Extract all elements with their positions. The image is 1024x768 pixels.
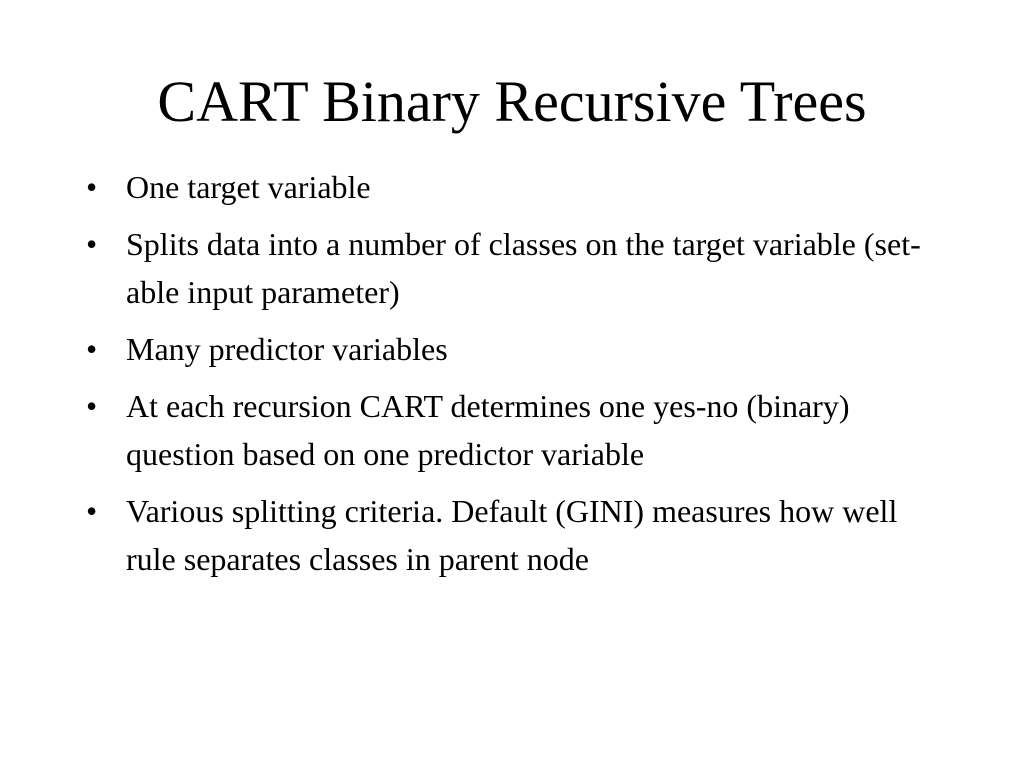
bullet-dot-icon: • [86, 493, 98, 529]
bullet-dot-icon: • [86, 331, 98, 367]
bullet-text: At each recursion CART determines one yes-no (binary) question based on one predictor variable [126, 388, 850, 472]
bullet-item-each-recursion [86, 382, 946, 478]
bullet-item-splits-data [86, 220, 946, 316]
bullet-item-many-predictors [86, 325, 946, 373]
bullet-text: Many predictor variables [126, 331, 448, 367]
bullet-dot-icon: • [86, 226, 98, 262]
bullet-list [86, 163, 946, 592]
bullet-dot-icon: • [86, 169, 98, 205]
bullet-item-splitting-criteria [86, 487, 946, 583]
bullet-text: One target variable [126, 169, 371, 205]
bullet-text: Splits data into a number of classes on the target variable (set-able input parameter) [126, 226, 921, 310]
slide-title: CART Binary Recursive Trees [157, 69, 867, 134]
bullet-text: Various splitting criteria. Default (GINI) measures how well rule separates classes in parent node [126, 493, 898, 577]
bullet-dot-icon: • [86, 388, 98, 424]
bullet-item-one-target-variable [86, 163, 946, 211]
